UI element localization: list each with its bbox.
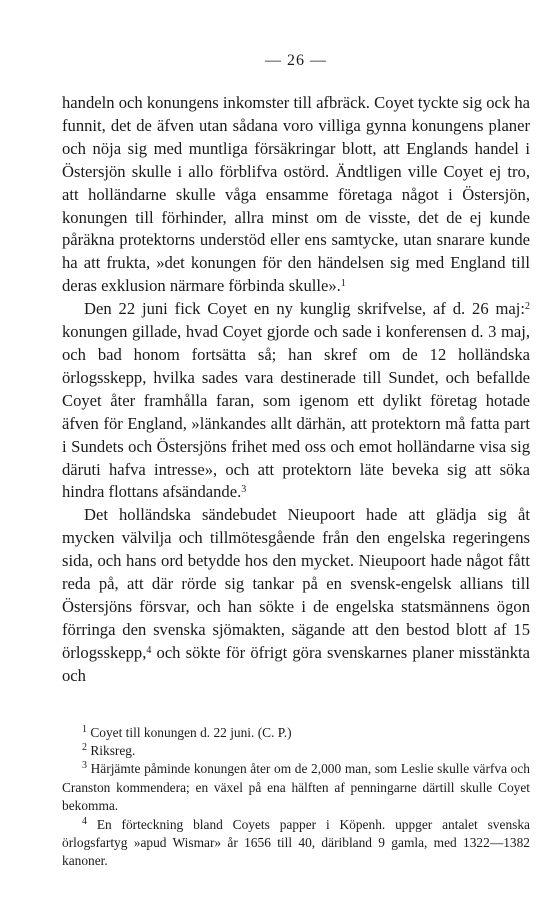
- footnote-ref-3: 3: [241, 484, 247, 496]
- paragraph-2-text-b: konungen gillade, hvad Coyet gjorde och sade i konferensen d. 3 maj, och bad honom fortsätta så; han skref om de 12 holländska örlogsskepp, hvilka sades vara destinerade till Sundet, och befallde Coyet åter framhålla faran, som igenom ett dylikt företag hotade äfven för England, »länkandes allt därhän, att protektorn må fatta part i Sundets och Östersjöns frihet med oss och emot holländarne visa sig däruti hafva intresse», och att protektorn läte beveka sig att söka hindra flottans afsändande.: [62, 322, 530, 502]
- footnote-text: En förteckning bland Coyets papper i Köpenh. uppger antalet svenska örlogsfartyg »apud Wismar» år 1656 till 40, däribland 9 gamla, med 1322—1382 kanoner.: [62, 816, 530, 869]
- footnote-mark: 1: [82, 723, 87, 735]
- footnote-4: [62, 816, 530, 871]
- footnote-text: Riksreg.: [87, 742, 136, 758]
- paragraph-3: [62, 504, 530, 687]
- footnote-mark: 2: [82, 741, 87, 753]
- paragraph-1-text: handeln och konungens inkomster till afbräck. Coyet tyckte sig ock ha funnit, det de äfven utan sådana voro villiga gynna konungens planer och nöja sig med muntliga försäkringar blott, att Englands handel i Östersjön skulle i allo förblifva ostörd. Ändtligen ville Coyet ej tro, att holländarne skulle våga ensamme företaga något i Östersjön, konungen till förhinder, allra minst om de visste, det de ej kunde påräkna protektorns understöd eller ens samtycke, utan snarare kunde ha att frukta, »det konungen för den händelsen sig med England till deras exklusion närmare förbinda skulle».: [62, 93, 530, 296]
- paragraph-1: [62, 92, 530, 298]
- footnote-ref-4: 4: [146, 644, 152, 656]
- footnotes: [62, 724, 530, 871]
- footnote-1: [62, 724, 530, 742]
- footnote-ref-2: 2: [525, 301, 530, 313]
- footnote-text: Härjämte påminde konungen åter om de 2,000 man, som Leslie skulle värfva och Cranston kommendera; en växel på ena hälften af penningarne därtill skulle Coyet bekomma.: [62, 761, 530, 814]
- paragraph-2-text-a: Den 22 juni fick Coyet en ny kunglig skrifvelse, af d. 26 maj:: [84, 299, 525, 319]
- page-number: — 26 —: [265, 52, 327, 69]
- body-text: [62, 92, 530, 688]
- footnote-text: Coyet till konungen d. 22 juni. (C. P.): [87, 724, 292, 740]
- paragraph-3-text-b: och sökte för öfrigt göra svenskarnes planer misstänkta och: [62, 642, 530, 685]
- footnote-3: [62, 760, 530, 815]
- paragraph-3-text-a: Det holländska sändebudet Nieupoort hade att glädja sig åt mycken välvilja och tillmötesgående från den engelska regeringens sida, och hans ord betydde hos den mycket. Nieupoort hade något fått reda på, att där rörde sig tankar på en svensk-engelsk allians till Östersjöns försvar, och han sökte i de engelska statsmännens ögon förringa den svenska sjömakten, sägande att den bestod blott af 15 örlogsskepp,: [62, 505, 530, 662]
- footnote-2: [62, 742, 530, 760]
- footnote-mark: 4: [82, 815, 87, 827]
- paragraph-2: [62, 298, 530, 504]
- footnote-mark: 3: [82, 760, 87, 772]
- document-page: [62, 52, 530, 871]
- footnote-ref-1: 1: [340, 278, 346, 290]
